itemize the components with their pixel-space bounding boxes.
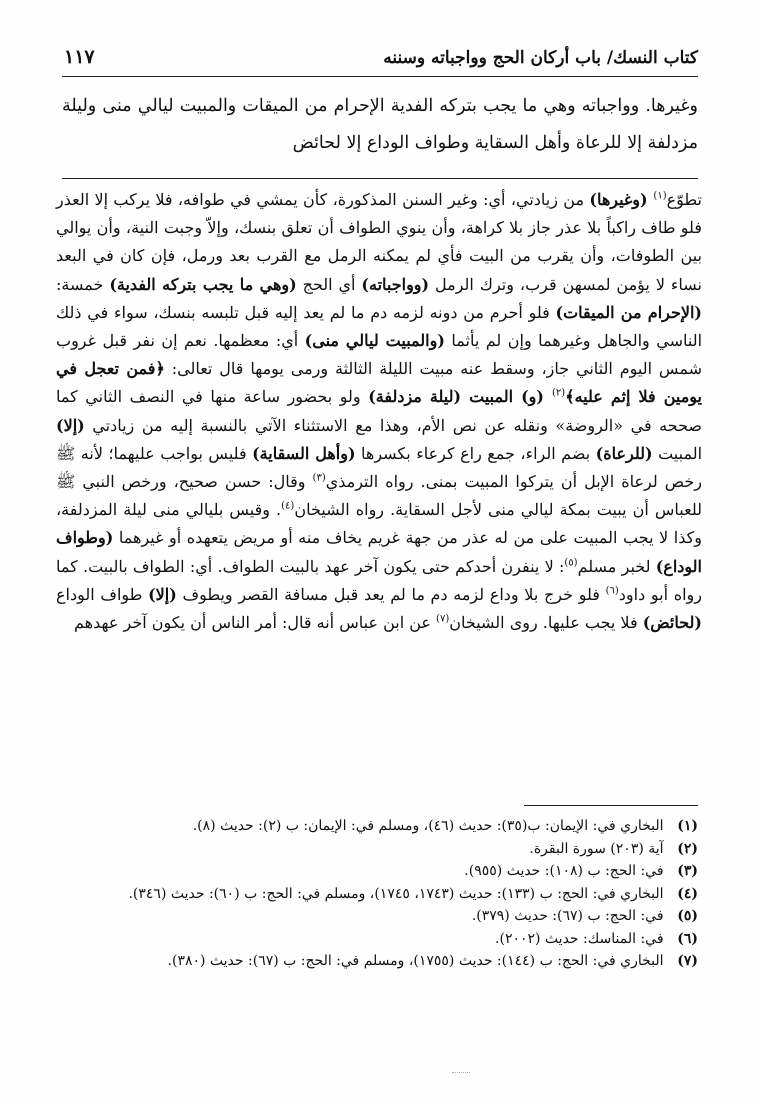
bold-phrase: (والمبيت ليالي منى) [304,331,445,351]
commentary-run: . وقيس بليالي منى ليلة المزدلفة، وكذا لا يجب المبيت على من له عذر من جهة غريم يخاف منه أو مريض يتعهده أو غيرهما [56,500,702,548]
commentary-run: فلا يجب عليها. روى الشيخان [449,613,643,633]
footnote-ref: (٥) [564,557,578,569]
footnote-text: آية (٢٠٣) سورة البقرة. [529,840,668,857]
bold-phrase: (إلا) [148,584,177,604]
running-header [62,44,698,77]
footnotes [58,815,698,973]
commentary-run: فلو خرج بلا وداع لزمه دم ما لم يعد قبل مسافة القصر ويطوف [176,584,606,604]
footnote-number: (٧) [677,953,698,969]
footnote-number: (٥) [677,908,698,924]
bold-phrase: (وطواف الوداع) [56,528,702,576]
commentary-run: فليس بواجب عليهما؛ لأنه ﷺ رخص لرعاة الإبل أن يتركوا المبيت بمنى. رواه الترمذي [56,443,702,492]
footnote-item [58,860,698,883]
footnote-number: (٣) [677,863,698,879]
main-text: وغيرها. وواجباته وهي ما يجب بتركه الفدية الإحرام من الميقات والمبيت ليالي منى وليلة مزدلفة إلا للرعاة وأهل السقاية وطواف الوداع إلا لحائض [62,96,698,153]
text-divider [62,178,698,179]
footnote-text: البخاري في: الإيمان: ب(٣٥): حديث (٤٦)، ومسلم في: الإيمان: ب (٢): حديث (٨). [192,818,668,834]
page-number: ١١٧ [64,46,95,68]
footnote-item [58,928,698,951]
footnote-item [58,950,698,973]
commentary-run: بضم الراء، جمع راع كرعاء بكسرها [355,443,596,463]
footnote-ref: (٤) [281,500,295,512]
bold-phrase: ﴿فمن تعجل في يومين فلا إثم عليه﴾ [56,359,703,407]
footnote-text: في: الحج: ب (١٠٨): حديث (٩٥٥). [464,863,668,879]
footnote-text: في: الحج: ب (٦٧): حديث (٣٧٩). [471,908,668,924]
footnote-item [58,883,698,906]
commentary-run: من زيادتي، أي: وغير السنن المذكورة، كأن يمشي في طوافه، فلا يركب إلا العذر فلو طاف راكباً بلا عذر جاز بلا كراهة، وأن ينوي الطواف أن تعلق بنسك، وإلاّ وجبت النية، وأن يوالي بين الطوفات، وأن يقرب من البيت فأي لم يمكنه الرمل مع القرب بعد ورمل، فإن كان في البعد نساء لا يؤمن لمسهن قرب، وترك الرمل [56,190,702,294]
commentary-run: المبيت [652,443,703,463]
commentary-run: خمسة: [56,274,110,294]
footnote-number: (٤) [677,885,698,902]
bold-phrase: (وغيرها) [589,190,654,209]
footnote-number: (٦) [677,930,698,947]
commentary [56,186,702,637]
footnote-text: البخاري في: الحج: ب (١٤٤): حديث (١٧٥٥)، ومسلم في: الحج: ب (٦٧): حديث (٣٨٠). [167,953,668,969]
bold-phrase: (وواجباته) [361,274,430,294]
footnote-ref: (٧) [436,613,450,625]
bold-phrase: (إلا) [56,415,85,435]
bold-phrase: (و) المبيت [461,387,553,407]
commentary-run: أي: معظمها. نعم إن نفر قبل غروب شمس اليوم الثاني جاز، وسقط عنه مبيت الليلة الثالثة ورمى يومها قال تعالى: [56,331,702,379]
commentary-run: عن ابن عباس أنه قال: أمر الناس أن يكون آخر عهدهم [74,613,437,633]
commentary-run: وقال: حسن صحيح، ورخص النبي ﷺ للعباس أن يبيت بمكة ليالي منى لأجل السقاية. رواه الشيخان [56,472,702,520]
footnote-divider [524,805,698,806]
footnote-text: في: المناسك: حديث (٢٠٠٢). [495,930,668,947]
commentary-run: تطوّع [666,190,702,209]
footnote-text: البخاري في: الحج: ب (١٣٣): حديث (١٧٤٣، ١٧٤٥)، ومسلم في: الحج: ب (٦٠): حديث (٣٤٦). [128,885,668,902]
footnote-ref: (٢) [552,388,566,400]
commentary-run: فلو أحرم من دونه لزمه دم ما لم يعد إليه قبل تلبسه بنسك، سواء في ذلك الناسي والجاهل وغيرهما وإن لم يأثما [56,302,703,351]
bold-phrase: (الإحرام من الميقات) [555,302,702,322]
footnote-number: (١) [677,818,698,834]
footnote-ref: (٣) [312,472,326,484]
footnote-item [58,815,698,838]
footnote-item [58,838,698,861]
footnote-ref: (٦) [605,585,619,597]
commentary-run: ولو بحضور ساعة منها في النصف الثاني كما صححه في «الروضة» ونقله عن نص الأم، وهذا مع الاستثناء الآتي بالنسبة إليه من زيادتي [56,387,702,435]
chapter-title: كتاب النسك/ باب أركان الحج وواجباته وسننه [383,48,698,68]
commentary-run: أي الحج [296,274,362,294]
footnote-number: (٢) [677,840,698,857]
footnote-item [58,905,698,928]
bold-phrase: (وهي ما يجب بتركه الفدية) [109,274,297,294]
commentary-run: : لا ينفرن أحدكم حتى يكون آخر عهد بالبيت الطواف. أي: الطواف بالبيت. كما رواه أبو داود [56,556,702,604]
bold-phrase: (للرعاة) [595,443,653,463]
bold-phrase: (لحائض) [642,613,702,633]
scan-speck [452,1072,470,1073]
bold-phrase: (وأهل السقاية) [252,443,356,463]
bold-phrase: (ليلة مزدلفة) [368,387,462,407]
commentary-run: لخبر مسلم [577,556,656,576]
footnote-ref: (١) [653,190,667,202]
commentary-run: طواف الوداع [56,584,149,604]
